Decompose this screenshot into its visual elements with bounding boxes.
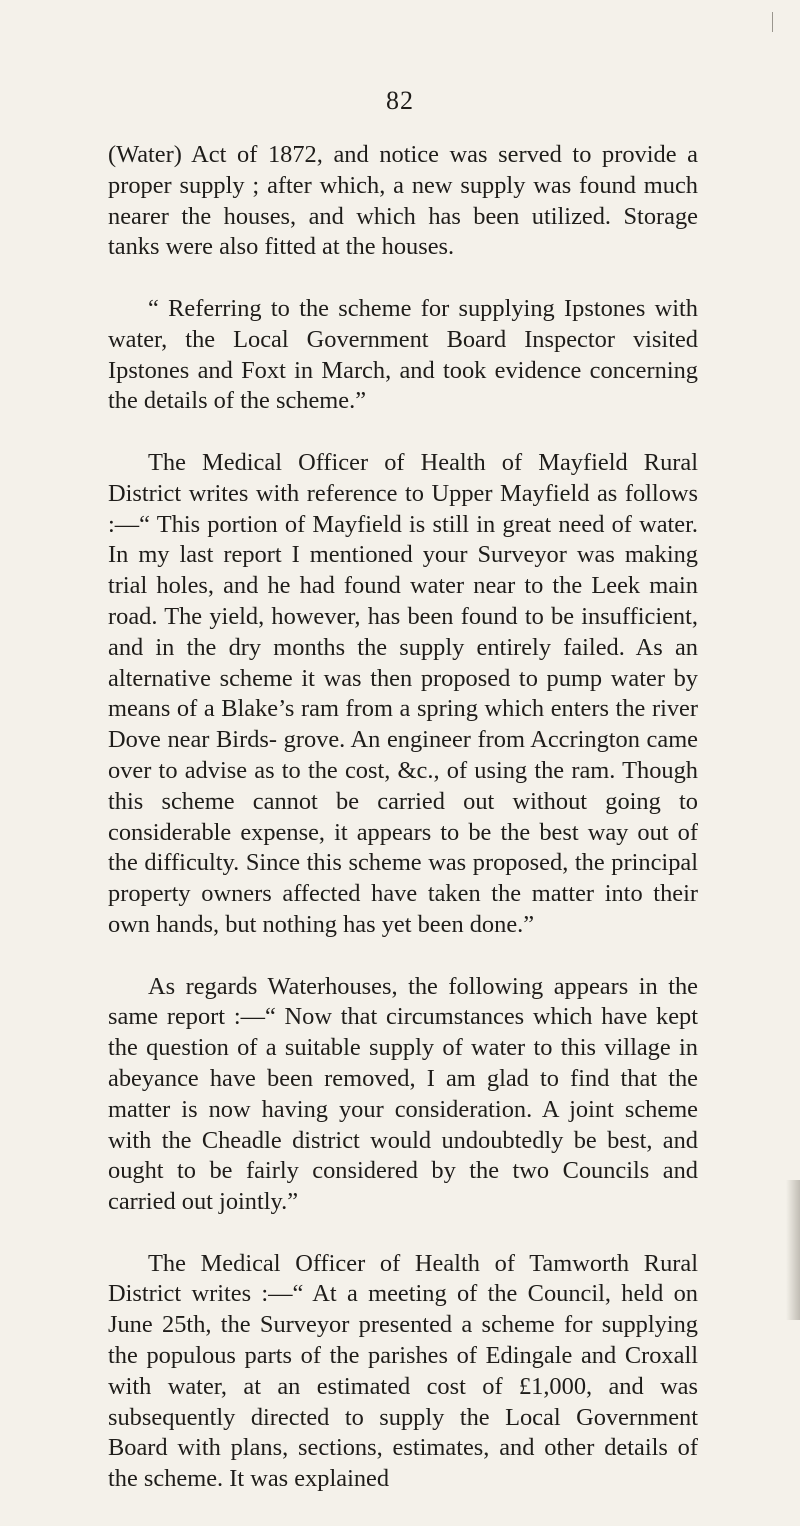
paragraph-3: The Medical Officer of Health of Mayfield Rural District writes with reference to Upper Mayfield as follows :—“ This portion of Mayfield is still in great need of water. In my last report I mentioned your Surveyor was making trial holes, and he had found water near to the Leek main road. The yield, however, has been found to be insufficient, and in the dry months the supply entirely failed. As an alternative scheme it was then proposed to pump water by means of a Blake’s ram from a spring which enters the river Dove near Birds- grove. An engineer from Accrington came over to advise as to the cost, &c., of using the ram. Though this scheme cannot be carried out without going to considerable expense, it appears to be the best way out of the difficulty. Since this scheme was proposed, the principal property owners affected have taken the matter into their own hands, but nothing has yet been done.” xyxy=(108,448,698,938)
paragraph-5: The Medical Officer of Health of Tamworth Rural District writes :—“ At a meeting of the Council, held on June 25th, the Surveyor presented a scheme for supplying the populous parts of the parishes of Edingale and Croxall with water, at an estimated cost of £1,000, and was subsequently directed to supply the Local Government Board with plans, sections, estimates, and other details of the scheme. It was explained xyxy=(108,1249,698,1493)
page-edge-shadow xyxy=(786,1180,800,1320)
body-text xyxy=(108,140,698,1526)
paragraph-4: As regards Waterhouses, the following appears in the same report :—“ Now that circumstances which have kept the question of a suitable supply of water to this village in abeyance have been removed, I am glad to find that the matter is now having your consideration. A joint scheme with the Cheadle district would undoubtedly be best, and ought to be fairly considered by the two Councils and carried out jointly.” xyxy=(108,972,698,1216)
scan-speck xyxy=(772,12,773,32)
paragraph-1: (Water) Act of 1872, and notice was served to provide a proper supply ; after which, a new supply was found much nearer the houses, and which has been utilized. Storage tanks were also fitted at the houses. xyxy=(108,141,698,261)
paragraph-2: “ Referring to the scheme for supplying Ipstones with water, the Local Government Board Inspector visited Ipstones and Foxt in March, and took evidence concerning the details of the scheme.” xyxy=(108,294,698,415)
page-number: 82 xyxy=(386,86,414,115)
